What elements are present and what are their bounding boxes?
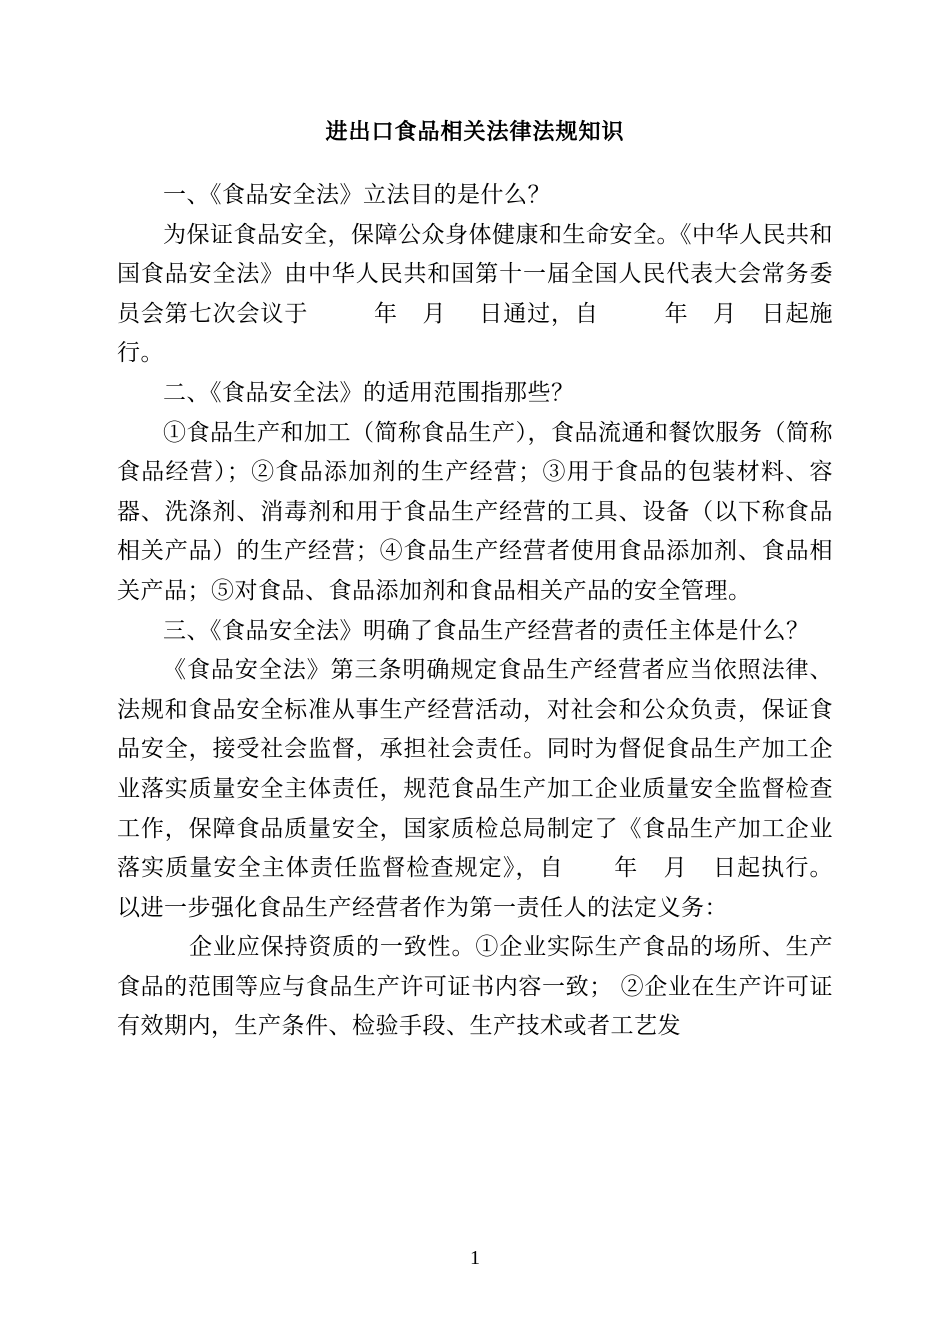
page-number: 1 — [470, 1247, 480, 1269]
paragraph-1: 为保证食品安全，保障公众身体健康和生命安全。《中华人民共和国食品安全法》由中华人民共和国第十一届全国人民代表大会常务委员会第七次会议于 年 月 日通过，自 年 月 日起施行。 — [117, 221, 833, 367]
paragraph-4: 企业应保持资质的一致性。①企业实际生产食品的场所、生产食品的范围等应与食品生产许可证书内容一致； ②企业在生产许可证有效期内，生产条件、检验手段、生产技术或者工艺发 — [117, 934, 833, 1040]
document-body — [117, 176, 833, 1047]
document-title: 进出口食品相关法律法规知识 — [325, 120, 625, 145]
section-heading-2: 二、《食品安全法》的适用范围指那些？ — [163, 379, 575, 406]
section-heading-3: 三、《食品安全法》明确了食品生产经营者的责任主体是什么？ — [163, 617, 810, 644]
section-heading-1: 一、《食品安全法》立法目的是什么？ — [163, 182, 551, 208]
paragraph-3: 《食品安全法》第三条明确规定食品生产经营者应当依照法律、法规和食品安全标准从事生产经营活动，对社会和公众负责，保证食品安全，接受社会监督，承担社会责任。同时为督促食品生产加工企业落实质量安全主体责任，规范食品生产加工企业质量安全监督检查工作，保障食品质量安全，国家质检总局制定了《食品生产加工企业落实质量安全主体责任监督检查规定》，自 年 月 日起执行。以进一步强化食品生产经营者作为第一责任人的法定义务： — [117, 657, 833, 921]
paragraph-2: ①食品生产和加工（简称食品生产），食品流通和餐饮服务（简称食品经营）；②食品添加剂的生产经营；③用于食品的包装材料、容器、洗涤剂、消毒剂和用于食品生产经营的工具、设备（以下称食品相关产品）的生产经营；④食品生产经营者使用食品添加剂、食品相关产品；⑤对食品、食品添加剂和食品相关产品的安全管理。 — [117, 419, 833, 604]
